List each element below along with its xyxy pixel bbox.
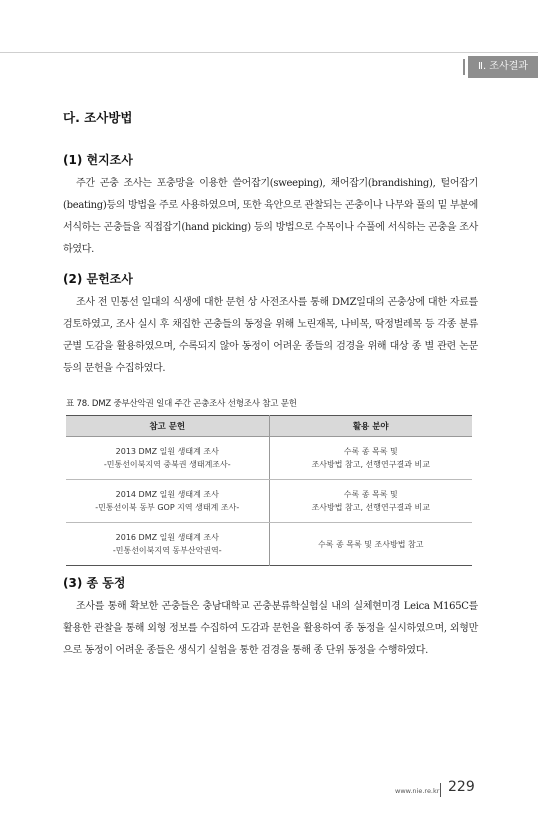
usage-cell — [269, 480, 472, 523]
reference-subtitle: -민통선이북 동부 GOP 지역 생태계 조사- — [95, 503, 240, 512]
reference-subtitle: -민통선이북지역 동부산악권역- — [112, 546, 222, 555]
paragraph-identification: 조사를 통해 확보한 곤충들은 충남대학교 곤충분류학실험실 내의 실체현미경 Leica M165C를 활용한 관찰을 통해 외형 정보를 수집하여 도감과 문헌을 활용하여 종 동정을 실시하였으며, 외형만으로 동정이 어려운 종들은 생식기 실험을 통한 검경을 통해 종 단위 동정을 수행하였다. — [63, 601, 478, 656]
header-usage: 활용 분야 — [269, 416, 472, 437]
usage-line: 조사방법 참고, 선행연구결과 비교 — [311, 460, 430, 469]
usage-line: 수록 종 목록 및 — [343, 447, 398, 456]
header-reference: 참고 문헌 — [66, 416, 269, 437]
table-header-row — [66, 416, 472, 437]
reference-subtitle: -민통선이북지역 중북권 생태계조사- — [103, 460, 231, 469]
reference-title: 2016 DMZ 일원 생태계 조사 — [115, 533, 219, 542]
table-row — [66, 437, 472, 480]
page-number: 229 — [448, 779, 475, 795]
subsection-title-literature: (2) 문헌조사 — [63, 272, 133, 286]
section-title: 다. 조사방법 — [63, 110, 133, 125]
reference-cell — [66, 437, 269, 480]
reference-table — [66, 415, 472, 566]
usage-line: 수록 종 목록 및 조사방법 참고 — [318, 539, 424, 549]
footer-url: www.nie.re.kr — [395, 787, 440, 795]
chapter-tab: Ⅱ. 조사결과 — [468, 56, 538, 78]
reference-cell — [66, 480, 269, 523]
reference-title: 2014 DMZ 일원 생태계 조사 — [115, 490, 219, 499]
reference-title: 2013 DMZ 일원 생태계 조사 — [115, 447, 219, 456]
subsection-title-identification: (3) 종 동정 — [63, 576, 126, 590]
usage-line: 조사방법 참고, 선행연구결과 비교 — [311, 503, 430, 512]
footer-divider — [440, 783, 441, 797]
usage-cell — [269, 437, 472, 480]
reference-cell — [66, 523, 269, 566]
header-rule — [0, 52, 538, 53]
table-row — [66, 480, 472, 523]
usage-line: 수록 종 목록 및 — [343, 490, 398, 499]
usage-cell — [269, 523, 472, 566]
table-row — [66, 523, 472, 566]
paragraph-field-survey: 주간 곤충 조사는 포충망을 이용한 쓸어잡기(sweeping), 채어잡기(brandishing), 털어잡기(beating)등의 방법을 주로 사용하였으며, 또한 육안으로 관찰되는 곤충이나 나무와 풀의 밑 부분에 서식하는 곤충들을 직접잡기(hand picking) 등의 방법으로 수목이나 수풀에 서식하는 곤충을 조사하였다. — [63, 178, 478, 255]
paragraph-literature: 조사 전 민통선 일대의 식생에 대한 문헌 상 사전조사를 통해 DMZ일대의 곤충상에 대한 자료를 검토하였고, 조사 실시 후 채집한 곤충들의 동정을 위해 노린재목, 나비목, 딱정벌레목 등 각종 분류군별 도감을 활용하였으며, 수록되지 않아 동정이 어려운 종들의 검경을 위해 대상 종 별 관련 논문 등의 문헌을 수집하였다. — [63, 297, 478, 374]
subsection-title-field-survey: (1) 현지조사 — [63, 153, 133, 167]
table-caption: 표 78. DMZ 중부산악권 일대 주간 곤충조사 선형조사 참고 문헌 — [66, 399, 297, 409]
